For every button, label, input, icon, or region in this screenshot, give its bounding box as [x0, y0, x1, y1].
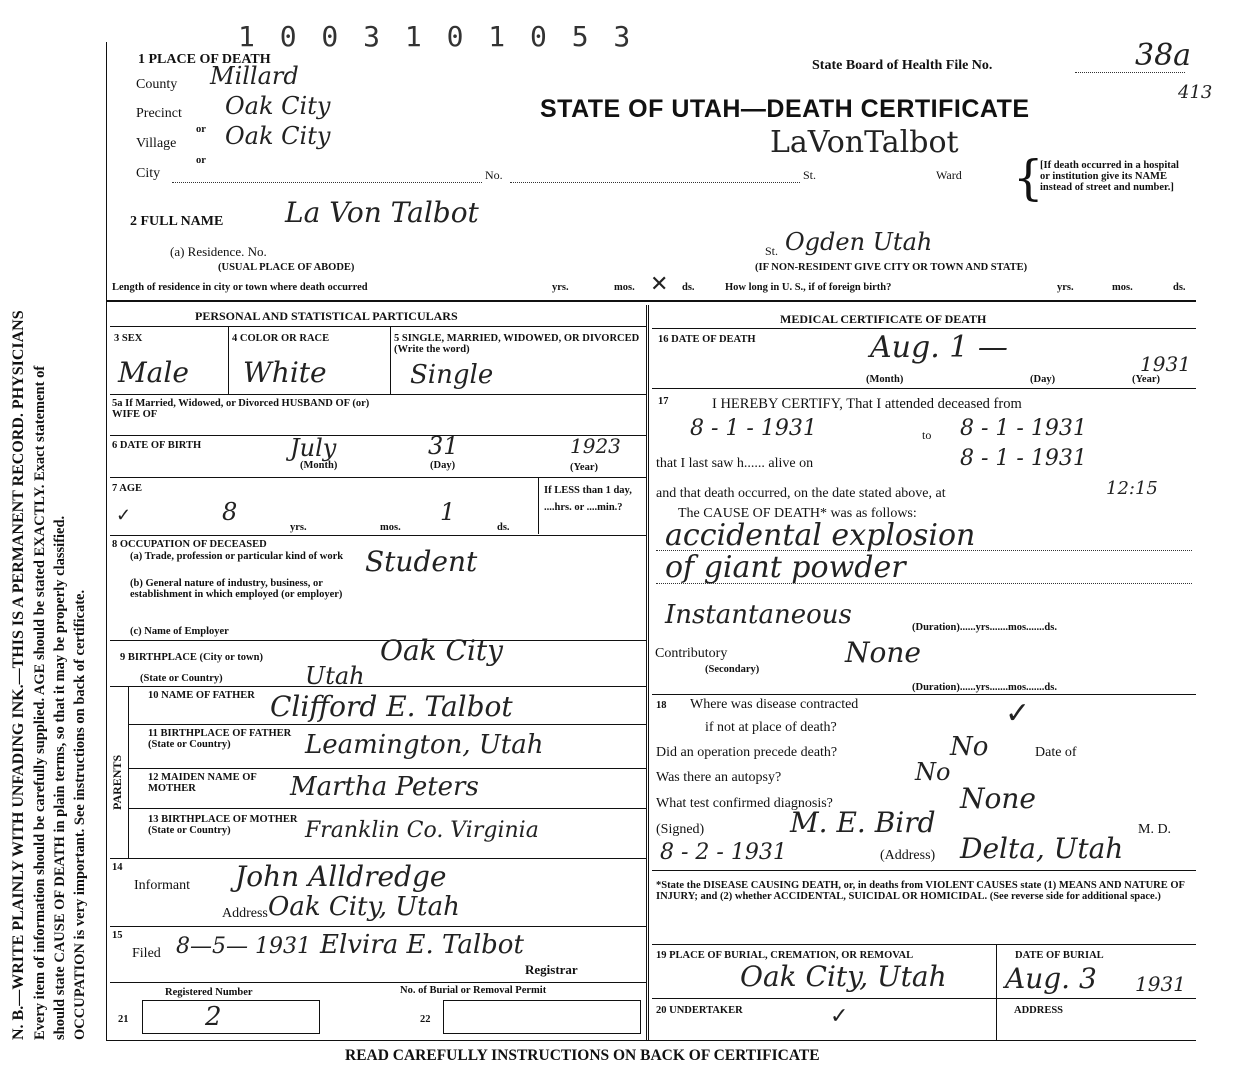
- margin-line-4: OCCUPATION is very important. See instructions on back of certificate.: [72, 589, 88, 1040]
- dob-year-caption: (Year): [570, 462, 598, 473]
- test-label: What test confirmed diagnosis?: [656, 796, 833, 811]
- dob-label: 6 DATE OF BIRTH: [112, 440, 202, 451]
- file-no-value: 38a: [1135, 38, 1192, 73]
- bottom-border: [106, 1040, 1196, 1041]
- how-long-us: How long in U. S., if of foreign birth?: [725, 282, 892, 293]
- md-label: M. D.: [1138, 822, 1172, 837]
- us-ds: ds.: [1173, 282, 1186, 293]
- age-ds-unit: ds.: [497, 522, 510, 533]
- county-label: County: [136, 77, 178, 92]
- dob-year: 1923: [570, 434, 621, 458]
- length-ds: ds.: [682, 282, 695, 293]
- city-st-label: St.: [803, 168, 817, 182]
- dod-year: 1931: [1140, 352, 1191, 376]
- personal-heading: PERSONAL AND STATISTICAL PARTICULARS: [195, 309, 458, 323]
- filed-number: 15: [112, 930, 123, 941]
- less-than-label: If LESS than 1 day, ....hrs. or ....min.?: [544, 485, 632, 513]
- sex-label: 3 SEX: [114, 333, 143, 344]
- father-birthplace-value: Leamington, Utah: [305, 730, 544, 760]
- marital-value: Single: [410, 360, 494, 390]
- dod-value: Aug. 1 —: [870, 330, 1008, 365]
- city-label: City: [136, 166, 161, 181]
- file-no-label: State Board of Health File No.: [812, 58, 993, 73]
- filed-date: 8—5— 1931: [176, 934, 311, 959]
- label-22: 22: [420, 1014, 431, 1025]
- birthplace-label: 9 BIRTHPLACE (City or town): [120, 652, 263, 663]
- or-1: or: [196, 124, 206, 135]
- informant-number: 14: [112, 862, 123, 873]
- margin-line-1: N. B.—WRITE PLAINLY WITH UNFADING INK.—THIS IS A PERMANENT RECORD. PHYSICIANS: [10, 310, 27, 1040]
- margin-line-3: should state CAUSE OF DEATH in plain terms, so that it may be properly classified.: [52, 515, 68, 1040]
- age-mos-unit: mos.: [380, 522, 401, 533]
- marital-label: 5 SINGLE, MARRIED, WIDOWED, OR DIVORCED (Write the word): [394, 333, 640, 355]
- length-mos: mos.: [614, 282, 635, 293]
- father-label: 10 NAME OF FATHER: [148, 690, 255, 701]
- dod-year-caption: (Year): [1132, 374, 1160, 385]
- dob-month: July: [290, 434, 337, 462]
- footer-instructions: READ CAREFULLY INSTRUCTIONS ON BACK OF CERTIFICATE: [345, 1047, 820, 1064]
- precinct-label: Precinct: [136, 106, 182, 121]
- where-contracted: Where was disease contracted: [690, 697, 859, 712]
- residence-st-label: St.: [765, 244, 779, 258]
- burial-date-value: Aug. 3: [1005, 962, 1097, 995]
- father-birthplace-label: 11 BIRTHPLACE OF FATHER (State or Country): [148, 728, 292, 750]
- test-answer: None: [960, 782, 1036, 815]
- date-of-label: Date of: [1035, 745, 1077, 760]
- dod-month-caption: (Month): [866, 374, 904, 385]
- length-yrs: yrs.: [552, 282, 569, 293]
- full-name-value: La Von Talbot: [285, 196, 479, 229]
- ward-label: Ward: [936, 168, 962, 182]
- registrar-value: Elvira E. Talbot: [320, 930, 524, 960]
- cause-line-3: Instantaneous: [665, 600, 852, 630]
- dod-day-caption: (Day): [1030, 374, 1056, 385]
- informant-label: Informant: [134, 878, 190, 893]
- filed-label: Filed: [132, 946, 161, 961]
- occupation-value: Student: [365, 545, 478, 578]
- cause-line-2: of giant powder: [665, 550, 906, 585]
- place-heading: 1 PLACE OF DEATH: [138, 52, 271, 67]
- sex-value: Male: [118, 356, 189, 389]
- occupation-label: 8 OCCUPATION OF DECEASED: [112, 539, 267, 550]
- residence-value: Ogden Utah: [785, 228, 933, 256]
- signed-label: (Signed): [656, 822, 705, 837]
- sign-address-label: (Address): [880, 848, 936, 863]
- color-label: 4 COLOR OR RACE: [232, 333, 330, 344]
- attended-to: 8 - 1 - 1931: [960, 416, 1087, 441]
- last-saw-date: 8 - 1 - 1931: [960, 446, 1087, 471]
- contrib-duration: (Duration)......yrs.......mos.......ds.: [912, 682, 1057, 693]
- father-value: Clifford E. Talbot: [270, 690, 513, 723]
- length-residence-label: Length of residence in city or town where death occurred: [112, 282, 368, 293]
- dob-day-caption: (Day): [430, 460, 456, 471]
- age-yrs-unit: yrs.: [290, 522, 307, 533]
- age-days: 1: [440, 498, 456, 526]
- attended-from: 8 - 1 - 1931: [690, 416, 817, 441]
- last-saw-label: that I last saw h...... alive on: [656, 456, 814, 471]
- undertaker-address-label: ADDRESS: [1014, 1005, 1064, 1016]
- operation-label: Did an operation precede death?: [656, 745, 838, 760]
- undertaker-mark: ✓: [830, 1004, 849, 1029]
- time-of-death: 12:15: [1106, 478, 1158, 499]
- center-divider: [646, 305, 649, 1040]
- usual-abode: (USUAL PLACE OF ABODE): [218, 262, 355, 273]
- margin-line-2: Every item of information should be carefully supplied. AGE should be stated EXACTLY. Exact statement of: [32, 365, 48, 1040]
- registered-number-box: [142, 1000, 320, 1034]
- village-value: Oak City: [225, 122, 331, 150]
- corner-note: 413: [1178, 82, 1213, 103]
- length-x-mark: ✕: [650, 272, 669, 297]
- cause-line-1: accidental explosion: [665, 518, 976, 553]
- color-value: White: [243, 356, 327, 389]
- where-answer: ✓: [1005, 696, 1031, 731]
- or-2: or: [196, 155, 206, 166]
- burial-date-label: DATE OF BURIAL: [1015, 950, 1104, 961]
- item-17: 17: [658, 396, 669, 407]
- serial-number: 1 0 0 3 1 0 1 0 5 3: [238, 20, 635, 53]
- informant-address-value: Oak City, Utah: [268, 892, 460, 922]
- cause-footnote: *State the DISEASE CAUSING DEATH, or, in deaths from VIOLENT CAUSES state (1) MEANS AND NATURE OF INJURY; and (2) whether ACCIDENTAL, SUICIDAL OR HOMICIDAL. (See reverse side for additional space.): [656, 880, 1185, 902]
- residence-label: (a) Residence. No.: [170, 244, 267, 259]
- precinct-value: Oak City: [225, 92, 331, 120]
- certify-text: I HEREBY CERTIFY, That I attended deceased from: [712, 396, 1022, 412]
- registered-number-value: 2: [205, 1002, 222, 1032]
- city-no-label: No.: [485, 168, 503, 182]
- registered-number-label: Registered Number: [165, 987, 253, 998]
- occupation-a-label: (a) Trade, profession or particular kind of work: [130, 551, 344, 562]
- full-name-label: 2 FULL NAME: [130, 214, 224, 229]
- mother-label: 12 MAIDEN NAME OF MOTHER: [148, 772, 257, 794]
- hospital-note: [If death occurred in a hospital or institution give its NAME instead of street and number.]: [1040, 160, 1179, 193]
- village-label: Village: [136, 136, 177, 151]
- operation-answer: No: [950, 732, 989, 762]
- signer: M. E. Bird: [790, 806, 936, 839]
- cause-label: The CAUSE OF DEATH* was as follows:: [678, 506, 917, 521]
- contributory-value: None: [845, 636, 921, 669]
- hospital-brace: {: [1013, 150, 1044, 206]
- autopsy-label: Was there an autopsy?: [656, 770, 782, 785]
- name-annotation: LaVonTalbot: [770, 125, 959, 160]
- employer-label: (c) Name of Employer: [130, 626, 229, 637]
- occupation-b-label: (b) General nature of industry, business, or establishment in which employed (or employer): [130, 578, 343, 600]
- age-years: 8: [222, 498, 238, 526]
- contributory-label: Contributory: [655, 646, 728, 661]
- certificate-title: STATE OF UTAH—DEATH CERTIFICATE: [540, 95, 1030, 123]
- secondary-label: (Secondary): [705, 664, 760, 675]
- birth-state-value: Utah: [305, 662, 365, 690]
- burial-place-value: Oak City, Utah: [740, 960, 947, 993]
- parents-label: PARENTS: [110, 754, 124, 810]
- spouse-label: 5a If Married, Widowed, or Divorced HUSBAND OF (or) WIFE OF: [112, 398, 370, 420]
- non-resident: (IF NON-RESIDENT GIVE CITY OR TOWN AND STATE): [755, 262, 1028, 273]
- age-check: ✓: [116, 505, 132, 526]
- undertaker-label: 20 UNDERTAKER: [656, 1005, 743, 1016]
- burial-year: 1931: [1135, 972, 1186, 996]
- us-yrs: yrs.: [1057, 282, 1074, 293]
- burial-place-label: 19 PLACE OF BURIAL, CREMATION, OR REMOVAL: [656, 950, 914, 961]
- sign-address: Delta, Utah: [960, 832, 1124, 865]
- medical-heading: MEDICAL CERTIFICATE OF DEATH: [780, 312, 987, 326]
- registrar-label: Registrar: [525, 962, 578, 977]
- cause-duration: (Duration)......yrs.......mos.......ds.: [912, 622, 1057, 633]
- mother-birthplace-value: Franklin Co. Virginia: [305, 818, 539, 843]
- burial-permit-box: [443, 1000, 641, 1034]
- label-21: 21: [118, 1014, 129, 1025]
- occurred-label: and that death occurred, on the date stated above, at: [656, 486, 946, 501]
- birthplace-value: Oak City: [380, 634, 503, 667]
- mother-value: Martha Peters: [290, 772, 479, 802]
- informant-value: John Alldredge: [235, 860, 447, 893]
- left-border: [106, 42, 107, 1040]
- burial-permit-label: No. of Burial or Removal Permit: [400, 985, 547, 996]
- dob-day: 31: [428, 432, 459, 460]
- autopsy-answer: No: [915, 758, 951, 786]
- us-mos: mos.: [1112, 282, 1133, 293]
- sign-date: 8 - 2 - 1931: [660, 840, 787, 865]
- county-value: Millard: [210, 62, 299, 90]
- where-contracted-2: if not at place of death?: [705, 720, 837, 735]
- to-label: to: [922, 428, 932, 442]
- dod-label: 16 DATE OF DEATH: [658, 334, 756, 345]
- mother-birthplace-label: 13 BIRTHPLACE OF MOTHER (State or Country): [148, 814, 298, 836]
- birth-state-label: (State or Country): [140, 673, 223, 684]
- age-label: 7 AGE: [112, 483, 143, 494]
- informant-address-label: Address: [222, 906, 268, 921]
- dob-month-caption: (Month): [300, 460, 338, 471]
- item-18: 18: [656, 700, 667, 711]
